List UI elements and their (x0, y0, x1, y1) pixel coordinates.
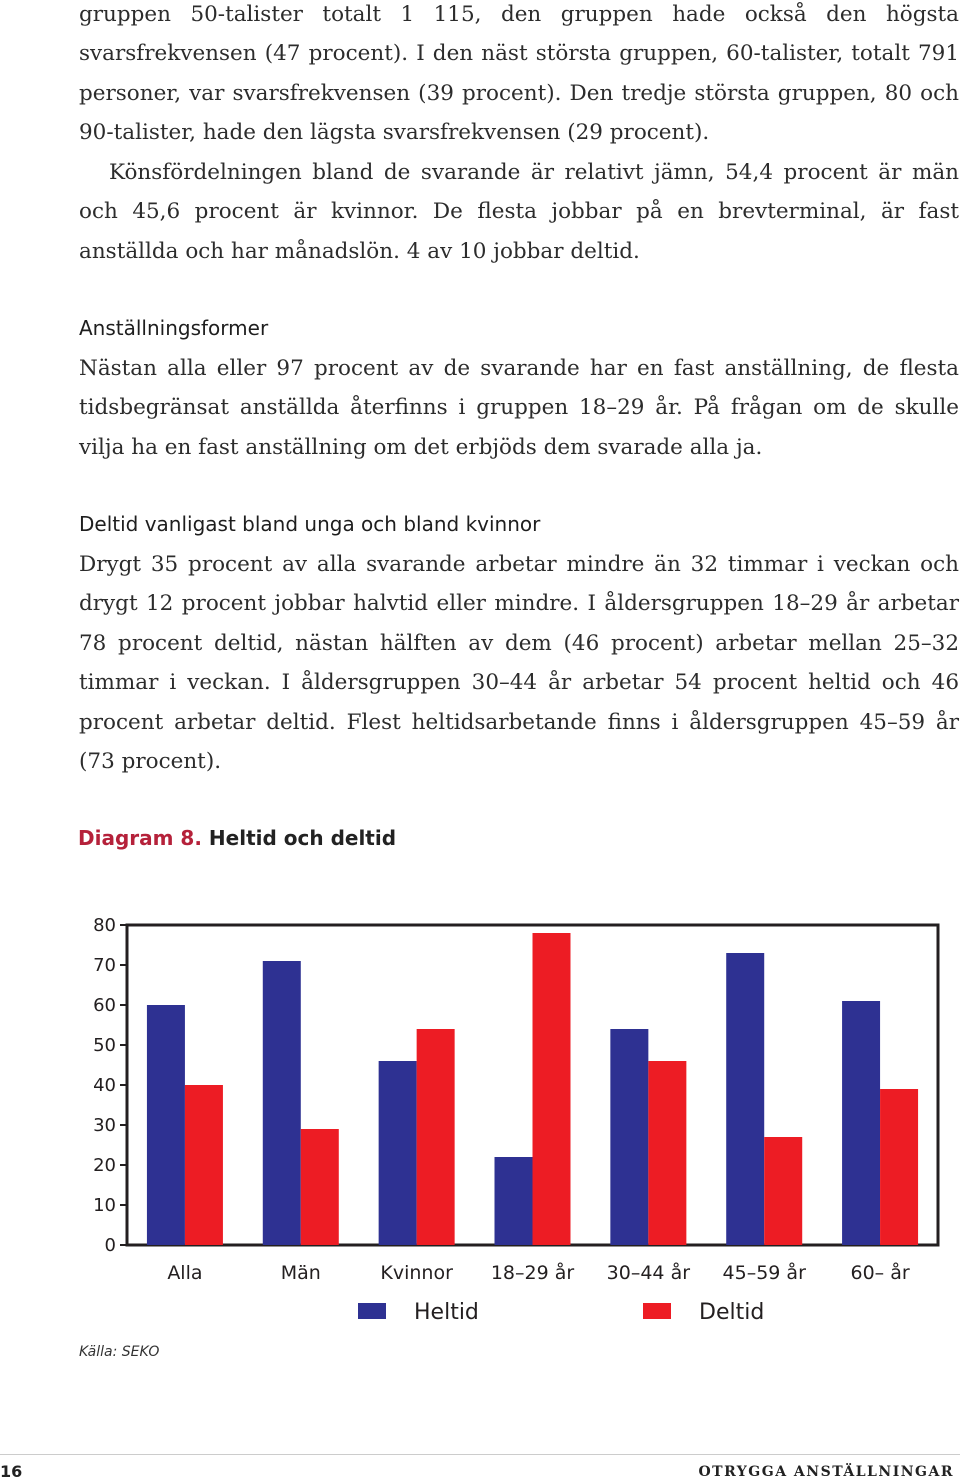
y-tick-label: 80 (93, 915, 116, 936)
bar-deltid (417, 1029, 455, 1245)
legend-swatch-heltid (358, 1303, 386, 1319)
y-tick-label: 40 (93, 1075, 116, 1096)
intro-paragraph: gruppen 50-talister totalt 1 115, den gruppen hade också den högsta svarsfrekvensen (47 procent). I den näst största gruppen, 60-talister, totalt 791 personer, var svarsfrekvensen (39 procent). Den tredje största gruppen, 80 och 90-talister, hade den lägsta svarsfrekvensen (29 procent). (79, 2, 959, 146)
x-category-label: 60– år (850, 1262, 910, 1284)
y-tick-label: 0 (104, 1235, 116, 1256)
bar-deltid (764, 1137, 802, 1245)
diagram-title (78, 826, 396, 850)
source-note: Källa: SEKO (79, 1344, 160, 1360)
x-category-label: Alla (167, 1262, 203, 1284)
bar-heltid (147, 1005, 185, 1245)
section-heading-employment: Anställningsformer (79, 316, 269, 340)
bar-heltid (379, 1061, 417, 1245)
y-tick-label: 70 (93, 955, 116, 976)
bar-deltid (648, 1061, 686, 1245)
gender-paragraph: Könsfördelningen bland de svarande är relativt jämn, 54,4 procent är män och 45,6 procent är kvinnor. De flesta jobbar på en brevterminal, är fast anställda och har månadslön. 4 av 10 jobbar deltid. (79, 160, 959, 264)
bar-heltid (726, 953, 764, 1245)
bar-heltid (842, 1001, 880, 1245)
y-tick-label: 50 (93, 1035, 116, 1056)
x-category-label: Män (280, 1262, 321, 1284)
diagram-number: Diagram 8. (78, 826, 202, 850)
bar-heltid (263, 961, 301, 1245)
diagram-name: Heltid och deltid (208, 826, 397, 850)
legend-swatch-deltid (643, 1303, 671, 1319)
bar-deltid (533, 933, 571, 1245)
y-tick-label: 60 (93, 995, 116, 1016)
legend-label-deltid: Deltid (699, 1300, 765, 1325)
bar-heltid (495, 1157, 533, 1245)
bar-deltid (185, 1085, 223, 1245)
employment-paragraph: Nästan alla eller 97 procent av de svarande har en fast anställning, de flesta tidsbegränsat anställda återfinns i gruppen 18–29 år. På frågan om de skulle vilja ha en fast anställning om det erbjöds dem svarade alla ja. (79, 356, 959, 460)
x-category-label: 18–29 år (490, 1262, 575, 1284)
running-title: OTRYGGA ANSTÄLLNINGAR (698, 1464, 954, 1480)
y-tick-label: 10 (93, 1195, 116, 1216)
x-category-label: 30–44 år (606, 1262, 691, 1284)
x-category-label: Kvinnor (380, 1262, 453, 1284)
bar-deltid (880, 1089, 918, 1245)
y-tick-label: 30 (93, 1115, 116, 1136)
bar-chart (0, 890, 960, 1340)
x-category-label: 45–59 år (722, 1262, 806, 1284)
bar-deltid (301, 1129, 339, 1245)
parttime-paragraph: Drygt 35 procent av alla svarande arbetar mindre än 32 timmar i veckan och drygt 12 procent jobbar halvtid eller mindre. I åldersgruppen 18–29 år arbetar 78 procent deltid, nästan hälften av dem (46 procent) arbetar mellan 25–32 timmar i veckan. I åldersgruppen 30–44 år arbetar 54 procent heltid och 46 procent arbetar deltid. Flest heltidsarbetande finns i åldersgruppen 45–59 år (73 procent). (79, 552, 959, 775)
section-heading-parttime: Deltid vanligast bland unga och bland kvinnor (79, 512, 541, 536)
legend-label-heltid: Heltid (414, 1300, 479, 1325)
bar-heltid (610, 1029, 648, 1245)
page-number: 16 (0, 1462, 23, 1481)
footer-rule (0, 1454, 960, 1455)
y-tick-label: 20 (93, 1155, 116, 1176)
